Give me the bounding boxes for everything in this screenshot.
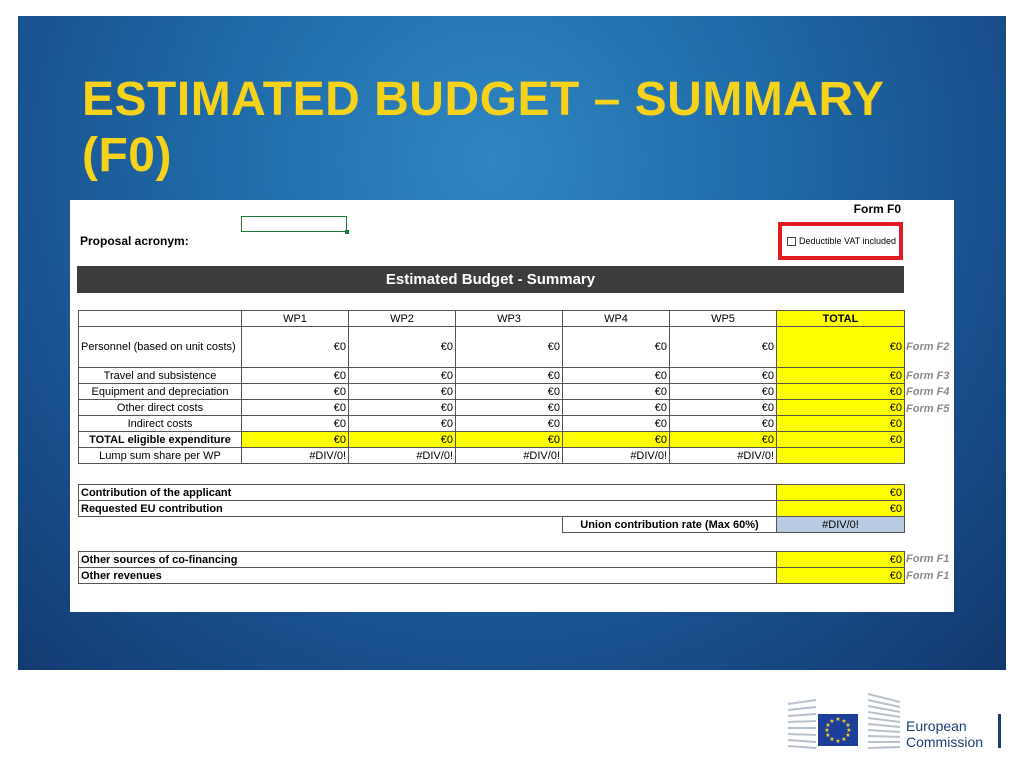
cell-value[interactable]: €0 xyxy=(242,368,349,384)
row-label: Personnel (based on unit costs) xyxy=(79,327,242,368)
cell-value[interactable]: €0 xyxy=(456,327,563,368)
eu-contribution-value: €0 xyxy=(777,501,905,517)
applicant-contribution-value: €0 xyxy=(777,485,905,501)
cell-value: €0 xyxy=(456,432,563,448)
cell-total: €0 xyxy=(777,327,905,368)
row-label: Travel and subsistence xyxy=(79,368,242,384)
revenues-value: €0 xyxy=(777,568,905,584)
form-f2-note: Form F2 xyxy=(906,341,950,353)
svg-text:★: ★ xyxy=(841,718,847,725)
form-f4-note: Form F4 xyxy=(906,386,950,398)
table-row xyxy=(79,501,905,517)
contribution-table xyxy=(78,484,905,533)
vat-checkbox[interactable] xyxy=(787,237,796,246)
table-row xyxy=(79,327,905,368)
cell-value: €0 xyxy=(670,432,777,448)
cell-value[interactable]: €0 xyxy=(242,327,349,368)
cell-value[interactable]: €0 xyxy=(670,368,777,384)
cell-value[interactable]: €0 xyxy=(670,384,777,400)
table-row xyxy=(79,568,905,584)
cell-total: €0 xyxy=(777,416,905,432)
cell-value: #DIV/0! xyxy=(349,448,456,464)
other-sources-table xyxy=(78,551,905,584)
logo-line1: European xyxy=(906,718,967,734)
form-f3-note: Form F3 xyxy=(906,370,950,382)
form-f5-note: Form F5 xyxy=(906,403,950,415)
table-row xyxy=(79,400,905,416)
table-header-row xyxy=(79,311,905,327)
sheet-banner: Estimated Budget - Summary xyxy=(77,266,904,293)
cell-value[interactable]: €0 xyxy=(349,368,456,384)
cell-total: €0 xyxy=(777,432,905,448)
cell-value[interactable]: €0 xyxy=(349,416,456,432)
vat-label: Deductible VAT included xyxy=(799,236,897,246)
svg-text:★: ★ xyxy=(835,738,841,745)
proposal-acronym-label: Proposal acronym: xyxy=(80,234,189,248)
row-label: Lump sum share per WP xyxy=(79,448,242,464)
cell-value[interactable]: €0 xyxy=(670,416,777,432)
cell-value[interactable]: €0 xyxy=(242,384,349,400)
applicant-contribution-label: Contribution of the applicant xyxy=(79,485,777,501)
header-wp3: WP3 xyxy=(456,311,563,327)
cell-value[interactable]: €0 xyxy=(456,384,563,400)
row-label: Other direct costs xyxy=(79,400,242,416)
cell-value[interactable]: €0 xyxy=(242,416,349,432)
cell-value: €0 xyxy=(349,432,456,448)
revenues-label: Other revenues xyxy=(79,568,777,584)
vat-included-option[interactable] xyxy=(778,222,903,260)
cell-value[interactable]: €0 xyxy=(563,327,670,368)
budget-table xyxy=(78,310,905,464)
slide-title xyxy=(82,72,962,184)
cell-value[interactable]: €0 xyxy=(456,400,563,416)
slide-title-line2: (F0) xyxy=(82,129,172,182)
cell-total xyxy=(777,448,905,464)
cell-value[interactable]: €0 xyxy=(563,368,670,384)
cell-value: #DIV/0! xyxy=(563,448,670,464)
cell-value: #DIV/0! xyxy=(242,448,349,464)
table-row xyxy=(79,368,905,384)
table-row xyxy=(79,416,905,432)
proposal-acronym-input[interactable] xyxy=(241,216,347,232)
table-row xyxy=(79,552,905,568)
table-row xyxy=(79,384,905,400)
union-rate-value: #DIV/0! xyxy=(777,517,905,533)
logo-text xyxy=(906,718,983,750)
header-wp2: WP2 xyxy=(349,311,456,327)
cofinancing-value: €0 xyxy=(777,552,905,568)
header-wp5: WP5 xyxy=(670,311,777,327)
cell-value: #DIV/0! xyxy=(670,448,777,464)
spacer-cell xyxy=(79,517,563,533)
logo-line2: Commission xyxy=(906,734,984,750)
svg-text:★: ★ xyxy=(845,732,851,739)
header-empty xyxy=(79,311,242,327)
svg-text:★: ★ xyxy=(824,727,830,734)
cofinancing-label: Other sources of co-financing xyxy=(79,552,777,568)
cell-total: €0 xyxy=(777,384,905,400)
cell-value[interactable]: €0 xyxy=(349,400,456,416)
european-commission-logo xyxy=(786,690,1006,754)
row-label: Equipment and depreciation xyxy=(79,384,242,400)
cell-value: €0 xyxy=(563,432,670,448)
cell-value[interactable]: €0 xyxy=(563,384,670,400)
cell-value[interactable]: €0 xyxy=(242,400,349,416)
table-row xyxy=(79,448,905,464)
header-total: TOTAL xyxy=(777,311,905,327)
header-wp1: WP1 xyxy=(242,311,349,327)
cell-value: €0 xyxy=(242,432,349,448)
budget-sheet xyxy=(70,200,954,612)
revenues-note: Form F1 xyxy=(906,570,950,582)
svg-text:★: ★ xyxy=(825,732,831,739)
table-row xyxy=(79,485,905,501)
cell-value[interactable]: €0 xyxy=(456,368,563,384)
slide-title-line1: ESTIMATED BUDGET – SUMMARY xyxy=(82,73,885,126)
table-row xyxy=(79,432,905,448)
form-code: Form F0 xyxy=(853,202,901,216)
cell-total: €0 xyxy=(777,400,905,416)
cell-value[interactable]: €0 xyxy=(349,384,456,400)
svg-text:★: ★ xyxy=(835,716,841,723)
table-row xyxy=(79,517,905,533)
row-label: TOTAL eligible expenditure xyxy=(79,432,242,448)
cell-value[interactable]: €0 xyxy=(670,327,777,368)
cell-value[interactable]: €0 xyxy=(670,400,777,416)
svg-text:★: ★ xyxy=(825,722,831,729)
cell-value: #DIV/0! xyxy=(456,448,563,464)
svg-text:★: ★ xyxy=(829,718,835,725)
svg-text:★: ★ xyxy=(841,736,847,743)
cell-total: €0 xyxy=(777,368,905,384)
cell-value[interactable]: €0 xyxy=(563,416,670,432)
cell-value[interactable]: €0 xyxy=(563,400,670,416)
cofinancing-note: Form F1 xyxy=(906,553,950,565)
cell-value[interactable]: €0 xyxy=(456,416,563,432)
svg-text:★: ★ xyxy=(845,722,851,729)
cell-value[interactable]: €0 xyxy=(349,327,456,368)
eu-contribution-label: Requested EU contribution xyxy=(79,501,777,517)
union-rate-label: Union contribution rate (Max 60%) xyxy=(563,517,777,533)
svg-text:★: ★ xyxy=(846,727,852,734)
row-label: Indirect costs xyxy=(79,416,242,432)
ec-emblem-icon xyxy=(786,690,904,754)
header-wp4: WP4 xyxy=(563,311,670,327)
logo-divider xyxy=(998,714,1001,748)
svg-text:★: ★ xyxy=(829,736,835,743)
